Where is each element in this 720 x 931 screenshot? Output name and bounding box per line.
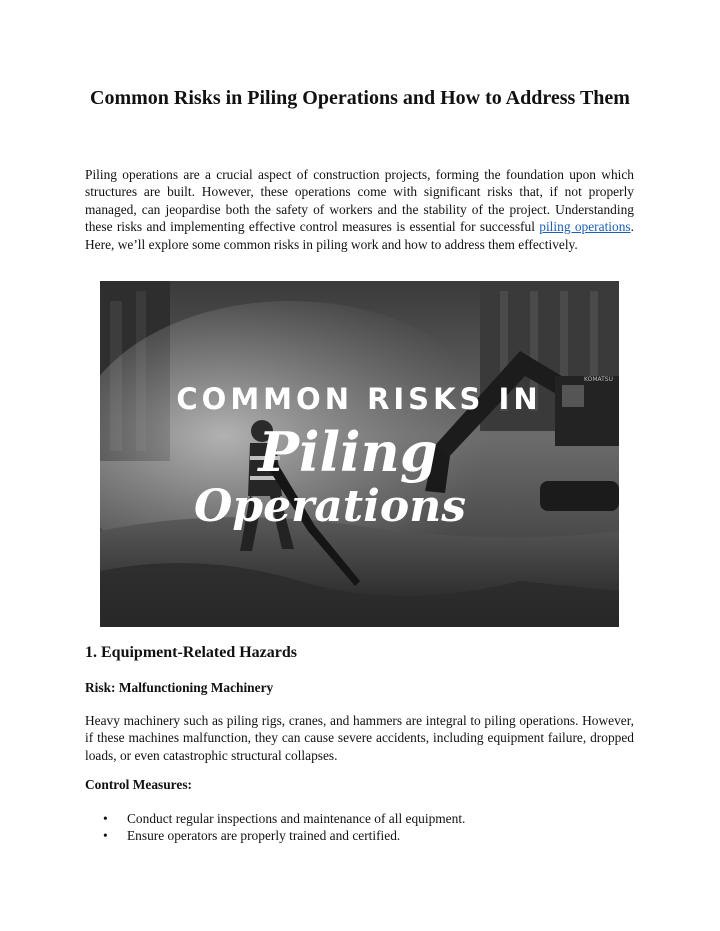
risk-paragraph: Heavy machinery such as piling rigs, cranes, and hammers are integral to piling operations. However, if these machines malfunction, they can cause severe accidents, including equipment failure, dropped loads, or even catastrophic structural collapses. [85,713,634,763]
section-heading-equipment-hazards: 1. Equipment-Related Hazards [85,644,297,661]
intro-text-start: Piling operations are a crucial aspect of construction projects, forming the foundation upon which structures are built. However, these operations come with significant risks that, if not properly managed, can jeopardise both the safety of workers and the stability of the project. Understanding these risks and implementing effective control measures is essential for successful [85,167,634,235]
intro-text-end: . Here, we’ll explore some common risks in piling work and how to address them effectively. [85,219,634,252]
excavator-brand-label: KOMATSU [584,376,614,383]
list-item [85,810,465,827]
control-measures-list [85,810,465,845]
bullet-icon: • [103,828,108,844]
hero-title-line3: Operations [194,481,466,532]
risk-heading: Risk: Malfunctioning Machinery [85,680,274,695]
document-title: Common Risks in Piling Operations and How to Address Them [90,87,630,109]
list-item-text: Ensure operators are properly trained and certified. [127,828,401,844]
hero-image [100,281,619,627]
control-measures-heading: Control Measures: [85,777,192,792]
hero-title-line1: COMMON RISKS IN [176,382,542,416]
hero-title-line2: Piling [258,420,438,484]
bullet-icon: • [103,811,108,826]
intro-paragraph [85,166,634,253]
list-item-text: Conduct regular inspections and maintenance of all equipment. [127,811,466,826]
list-item [85,827,465,844]
piling-operations-link[interactable]: piling operations [539,219,631,235]
